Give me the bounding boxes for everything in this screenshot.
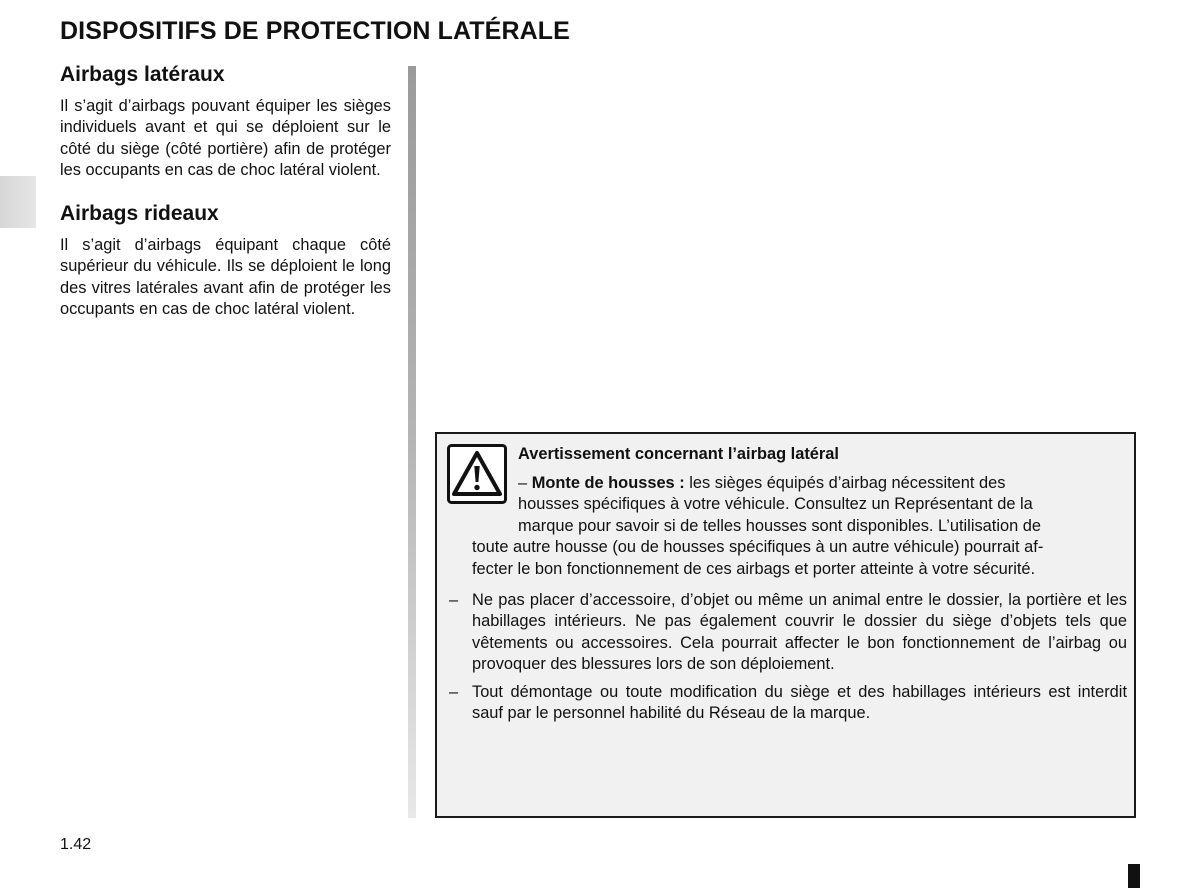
left-column bbox=[60, 62, 391, 320]
bullet-dash: – bbox=[449, 683, 459, 701]
warning-line: fecter le bon fonctionnement de ces airbags et porter atteinte à votre sécurité. bbox=[472, 559, 1036, 578]
page-corner-marker bbox=[1128, 864, 1140, 888]
warning-item bbox=[449, 682, 1127, 725]
section-heading: Airbags rideaux bbox=[60, 202, 219, 226]
warning-item-label: Monte de housses : bbox=[531, 474, 685, 492]
bullet-dash: – bbox=[449, 591, 459, 609]
section-body: Il s’agit d’airbags équipant chaque côté supérieur du véhicule. Ils se déploient le long des vitres latérales avant afin de protéger les occupants en cas de choc latéral violent. bbox=[60, 236, 391, 319]
page-number: 1.42 bbox=[60, 836, 92, 853]
section-airbags-lateraux bbox=[60, 62, 391, 181]
chapter-side-tab bbox=[0, 176, 36, 228]
page-title: DISPOSITIFS DE PROTECTION LATÉRALE bbox=[60, 17, 570, 45]
warning-title: Avertissement concernant l’airbag latéral bbox=[518, 445, 839, 463]
warning-item bbox=[449, 590, 1127, 676]
warning-item-text: Tout démontage ou toute modification du siège et des habillages intérieurs est interdit sauf par le personnel habilité du Réseau de la marque. bbox=[472, 683, 1127, 723]
warning-line: housses spécifiques à votre véhicule. Consultez un Représentant de la bbox=[518, 495, 1033, 514]
section-airbags-rideaux bbox=[60, 201, 391, 320]
warning-line: – Monte de housses : les sièges équipés d’airbag nécessitent des bbox=[518, 474, 1006, 492]
section-heading: Airbags latéraux bbox=[60, 63, 225, 86]
warning-line: toute autre housse (ou de housses spécifiques à un autre véhicule) pourrait af- bbox=[472, 538, 1044, 557]
column-divider bbox=[408, 66, 416, 818]
section-body: Il s’agit d’airbags pouvant équiper les sièges individuels avant et qui se déploient sur le côté du siège (côté portière) afin de protéger les occupants en cas de choc latéral violent. bbox=[60, 97, 391, 179]
warning-box bbox=[435, 432, 1136, 818]
warning-item-text: Ne pas placer d’accessoire, d’objet ou même un animal entre le dossier, la portière et les habillages intérieurs. Ne pas également couvrir le dossier du siège d’objets tels que vêtements ou accessoires. Cela pourrait affecter le bon fonctionnement de l’airbag ou provoquer des blessures lors de son déploiement. bbox=[472, 591, 1127, 674]
warning-item-housses bbox=[472, 473, 1127, 580]
warning-line: marque pour savoir si de telles housses sont disponibles. L’utilisation de bbox=[518, 516, 1041, 535]
